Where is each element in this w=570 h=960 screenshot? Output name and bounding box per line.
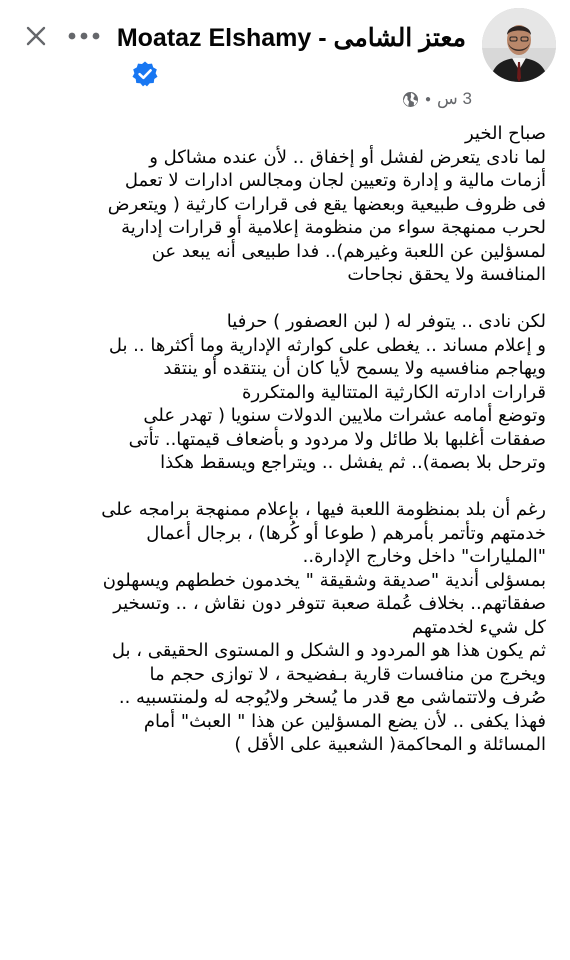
post-text-line: فهذا يكفى .. لأن يضع المسؤلين عن هذا " العبث" أمام: [143, 710, 546, 732]
post-text-line: صفقاتهم.. بخلاف عُملة صعبة تتوفر دون نقاش ، .. وتسخير: [113, 593, 546, 614]
post-text-line: لكن نادى .. يتوفر له ( لبن العصفور ) حرفيا: [226, 311, 546, 332]
profile-avatar-image: [482, 8, 556, 82]
more-options-icon: [66, 31, 102, 41]
post-text-line: أزمات مالية و إدارة وتعيين لجان ومجالس ادارات لا تعمل: [124, 170, 546, 191]
more-options-button[interactable]: [64, 22, 104, 50]
paragraph-spacer: [18, 475, 546, 499]
close-icon: [25, 25, 47, 47]
post-text-line: ويهاجم منافسيه ولا يسمح لأيا كان أن ينتقده أو ينتقد: [163, 358, 546, 379]
post-text-line: صفقات أغلبها بلا طائل ولا مردود و بأضعاف قيمتها.. تأتى: [128, 428, 546, 450]
post-text-line: خدمتهم وتأتمر بأمرهم ( طوعا أو كُرها) ، برجال أعمال: [146, 522, 546, 544]
post-text-line: ثم يكون هذا هو المردود و الشكل و المستوى الحقيقى ، بل: [111, 640, 546, 661]
verified-badge-icon: [131, 60, 159, 88]
post-text-line: المسائلة و المحاكمة( الشعبية على الأقل ): [234, 734, 546, 755]
post-text-line: فى ظروف طبيعية وبعضها يقع فى قرارات كارثية ( ويتعرض: [107, 193, 546, 215]
meta-separator: ●: [425, 93, 432, 105]
post-text-line: لمسؤلين عن اللعبة وغيرهم).. فدا طبيعى أنه يبعد عن: [151, 240, 546, 262]
author-name[interactable]: Moataz Elshamy - معتز الشامى: [116, 24, 466, 52]
post-text-line: كل شيء لخدمتهم: [411, 616, 546, 638]
post-text-line: لحرب ممنهجة سواء من منظومة إعلامية أو قرارات إدارية: [121, 217, 546, 238]
post-text-line: "المليارات" داخل وخارج الإدارة..: [302, 546, 546, 567]
post-text-line: ويخرج من منافسات قارية بـفضيحة ، لا توازى حجم ما: [149, 663, 546, 685]
post-text-line: المنافسة ولا يحقق نجاحات: [347, 264, 546, 285]
post-text-line: صباح الخير: [464, 123, 546, 144]
post-text-line: رغم أن بلد بمنظومة اللعبة فيها ، بإعلام ممنهجة برامجه على: [101, 499, 546, 520]
globe-icon[interactable]: [402, 91, 419, 108]
paragraph-spacer: [18, 287, 546, 311]
post-header: [0, 0, 570, 118]
post-text-line: و إعلام مساند .. يغطى على كوارثه الإدارية وما أكثرها .. بل: [108, 334, 546, 356]
post-text-line: قرارات ادارته الكارثية المتتالية والمتكررة: [242, 381, 546, 403]
post-text-line: وتوضع أمامه عشرات ملايين الدولات سنويا ( تهدر على: [143, 405, 546, 426]
post-meta: [402, 88, 472, 110]
post-text-line: صُرف ولاتتماشى مع قدر ما يُسخر ولايُوجه له ولمنتسبيه ..: [118, 687, 546, 708]
profile-avatar[interactable]: [482, 8, 556, 82]
post-text-line: لما نادى يتعرض لفشل أو إخفاق .. لأن عنده مشاكل و: [149, 146, 546, 168]
post-text-line: بمسؤلى أندية "صديقة وشقيقة " يخدمون خططهم ويسهلون: [102, 569, 546, 591]
post-text-line: وترحل بلا بصمة).. ثم يفشل .. ويتراجع ويسقط هكذا: [160, 452, 546, 473]
post-body: [18, 122, 546, 757]
post-time[interactable]: 3 س: [437, 89, 472, 108]
close-button[interactable]: [22, 22, 50, 50]
